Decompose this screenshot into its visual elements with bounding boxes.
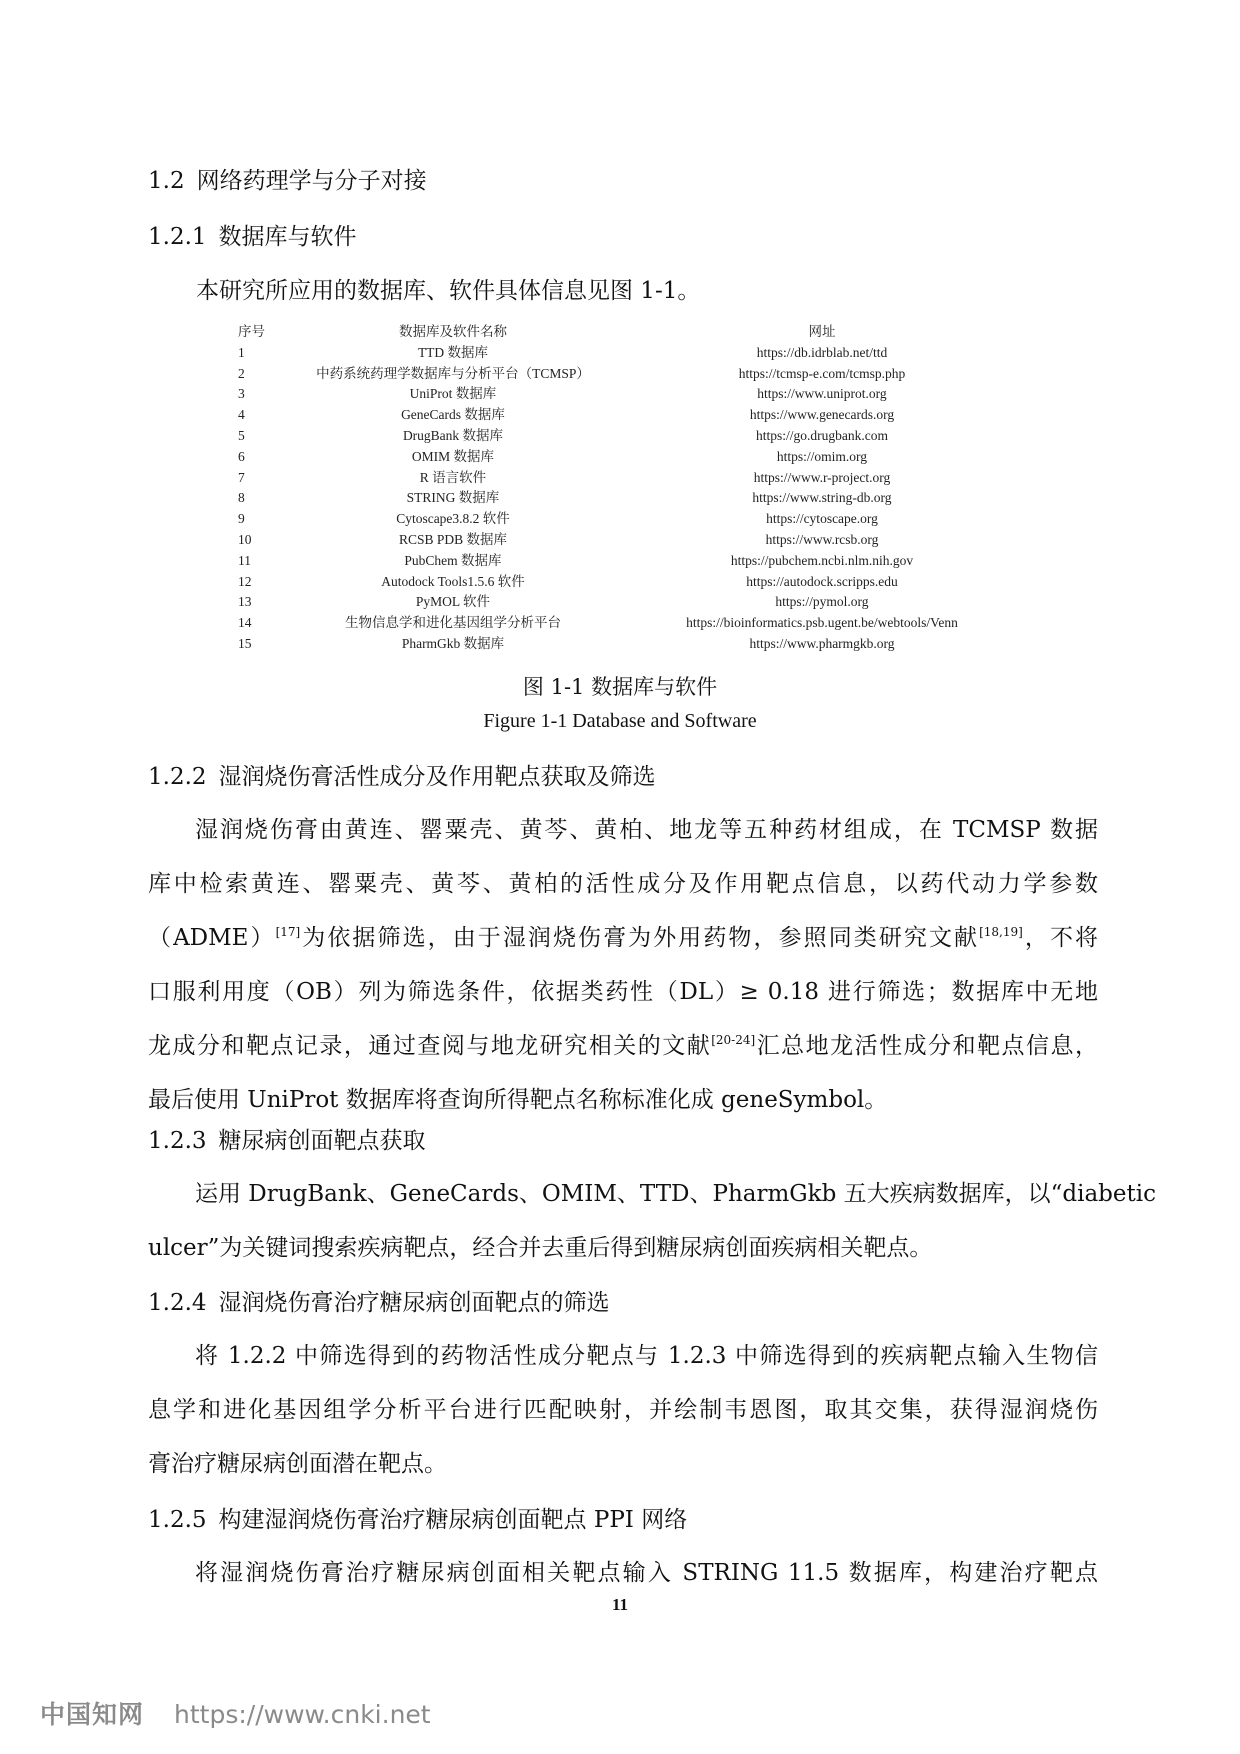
- table-row: [226, 488, 1016, 509]
- subsection-number: 1.2.1: [148, 224, 207, 250]
- row-index: 15: [238, 635, 252, 651]
- table-row: [226, 551, 1016, 572]
- row-index: 8: [238, 490, 245, 506]
- paragraph-1-2-2: [148, 803, 1098, 1127]
- paragraph-line: [148, 1019, 1098, 1073]
- row-name: 生物信息学和进化基因组学分析平台: [345, 615, 561, 631]
- row-name: OMIM 数据库: [411, 448, 495, 464]
- intro-paragraph: 本研究所应用的数据库、软件具体信息见图 1-1。: [196, 278, 701, 304]
- row-name: RCSB PDB 数据库: [398, 531, 508, 547]
- row-name: Cytoscape3.8.2 软件: [396, 511, 510, 527]
- table-row: [226, 634, 1016, 655]
- table-row: [226, 613, 1016, 634]
- row-index: 12: [238, 573, 252, 589]
- subsection-title: 构建湿润烧伤膏治疗糖尿病创面靶点 PPI 网络: [218, 1507, 688, 1533]
- section-number: 1.2: [148, 168, 185, 194]
- row-name: Autodock Tools1.5.6 软件: [381, 573, 525, 589]
- citation: [17]: [275, 925, 301, 939]
- row-url: https://omim.org: [776, 448, 868, 464]
- subsection-title: 湿润烧伤膏治疗糖尿病创面靶点的筛选: [218, 1290, 610, 1316]
- paragraph-line: [148, 911, 1098, 965]
- subsection-heading-1-2-4: [148, 1288, 610, 1318]
- row-name: PharmGkb 数据库: [401, 635, 505, 651]
- table-header-row: [226, 322, 1016, 343]
- cnki-brand: 中国知网: [40, 1700, 145, 1729]
- row-name: TTD 数据库: [417, 344, 489, 360]
- header-url: 网址: [808, 324, 836, 339]
- paragraph-line: 口服利用度（OB）列为筛选条件，依据类药性（DL）≥ 0.18 进行筛选；数据库中无地: [148, 979, 1098, 1005]
- figure-1-1-table: [226, 322, 1016, 655]
- header-name: 数据库及软件名称: [399, 324, 507, 339]
- row-name: UniProt 数据库: [409, 386, 497, 402]
- header-index: 序号: [238, 324, 265, 339]
- text-span: ，不将: [1022, 925, 1099, 951]
- row-name: R 语言软件: [419, 469, 487, 485]
- subsection-number: 1.2.5: [148, 1507, 207, 1533]
- paragraph-line: 膏治疗糖尿病创面潜在靶点。: [148, 1451, 447, 1477]
- row-url: https://bioinformatics.psb.ugent.be/webtools/Venn: [686, 615, 958, 631]
- paragraph-line: 运用 DrugBank、GeneCards、OMIM、TTD、PharmGkb 五大疾病数据库，以“diabetic: [195, 1181, 1156, 1207]
- row-index: 1: [238, 344, 245, 360]
- row-url: https://www.uniprot.org: [757, 386, 887, 402]
- row-url: https://www.rcsb.org: [765, 531, 879, 547]
- paragraph-1-2-4: [148, 1329, 1098, 1491]
- subsection-number: 1.2.4: [148, 1290, 207, 1316]
- section-title: 网络药理学与分子对接: [196, 168, 427, 194]
- paragraph-line: 息学和进化基因组学分析平台进行匹配映射，并绘制韦恩图，取其交集，获得湿润烧伤: [148, 1397, 1098, 1423]
- subsection-heading-1-2-2: [148, 762, 656, 792]
- row-index: 2: [238, 365, 245, 381]
- subsection-title: 数据库与软件: [218, 224, 357, 250]
- row-name: GeneCards 数据库: [401, 407, 505, 423]
- subsection-title: 湿润烧伤膏活性成分及作用靶点获取及筛选: [218, 764, 656, 790]
- figure-caption-cn: 图 1-1 数据库与软件: [522, 675, 718, 699]
- row-index: 7: [238, 469, 245, 485]
- row-url: https://pubchem.ncbi.nlm.nih.gov: [730, 552, 914, 568]
- row-url: https://www.string-db.org: [752, 490, 892, 506]
- paragraph-line: 将湿润烧伤膏治疗糖尿病创面相关靶点输入 STRING 11.5 数据库，构建治疗靶点: [195, 1560, 1098, 1586]
- row-index: 6: [238, 448, 245, 464]
- subsection-heading-1-2-5: [148, 1505, 687, 1535]
- row-url: https://go.drugbank.com: [756, 427, 888, 443]
- table-row: [226, 405, 1016, 426]
- footer-watermark: [40, 1695, 431, 1731]
- row-index: 11: [238, 552, 251, 568]
- text-span: （ADME）: [148, 925, 276, 951]
- row-url: https://autodock.scripps.edu: [746, 573, 898, 589]
- row-index: 14: [238, 615, 252, 631]
- table-row: [226, 364, 1016, 385]
- paragraph-1-2-5: [148, 1546, 1098, 1600]
- table-row: [226, 384, 1016, 405]
- page-number: 11: [611, 1595, 629, 1614]
- citation: [18,19]: [979, 925, 1023, 939]
- row-index: 13: [238, 594, 252, 610]
- row-index: 3: [238, 386, 245, 402]
- citation: [20-24]: [711, 1033, 756, 1047]
- table-row: [226, 530, 1016, 551]
- paragraph-line: 湿润烧伤膏由黄连、罂粟壳、黄芩、黄柏、地龙等五种药材组成，在 TCMSP 数据: [195, 817, 1098, 843]
- subsection-heading-1-2-3: [148, 1126, 426, 1156]
- row-url: https://cytoscape.org: [766, 511, 878, 527]
- subsection-title: 糖尿病创面靶点获取: [218, 1128, 426, 1154]
- table-row: [226, 447, 1016, 468]
- paragraph-line: 库中检索黄连、罂粟壳、黄芩、黄柏的活性成分及作用靶点信息，以药代动力学参数: [148, 871, 1098, 897]
- table-row: [226, 509, 1016, 530]
- table-row: [226, 426, 1016, 447]
- text-span: 为依据筛选，由于湿润烧伤膏为外用药物，参照同类研究文献: [300, 925, 980, 951]
- row-index: 10: [238, 531, 252, 547]
- section-heading: [148, 166, 427, 196]
- table-row: [226, 572, 1016, 593]
- row-index: 9: [238, 511, 245, 527]
- row-name: DrugBank 数据库: [402, 427, 504, 443]
- text-span: 汇总地龙活性成分和靶点信息，: [755, 1033, 1099, 1059]
- row-index: 4: [238, 407, 245, 423]
- row-name: STRING 数据库: [406, 490, 500, 506]
- subsection-number: 1.2.3: [148, 1128, 207, 1154]
- row-name: 中药系统药理学数据库与分析平台（TCMSP）: [316, 365, 590, 381]
- row-index: 5: [238, 427, 245, 443]
- subsection-number: 1.2.2: [148, 764, 207, 790]
- table-row: [226, 468, 1016, 489]
- cnki-url[interactable]: https://www.cnki.net: [174, 1700, 431, 1729]
- paragraph-1-2-3: [148, 1167, 1156, 1275]
- row-url: https://pymol.org: [775, 594, 869, 610]
- row-url: https://db.idrblab.net/ttd: [756, 344, 888, 360]
- row-url: https://www.genecards.org: [749, 407, 895, 423]
- paragraph-line: 最后使用 UniProt 数据库将查询所得靶点名称标准化成 geneSymbol。: [148, 1087, 888, 1113]
- row-url: https://www.pharmgkb.org: [749, 635, 895, 651]
- row-name: PubChem 数据库: [404, 552, 502, 568]
- subsection-heading-1-2-1: [148, 222, 357, 252]
- paragraph-line: 将 1.2.2 中筛选得到的药物活性成分靶点与 1.2.3 中筛选得到的疾病靶点输入生物信: [195, 1343, 1098, 1369]
- paragraph-line: ulcer”为关键词搜索疾病靶点，经合并去重后得到糖尿病创面疾病相关靶点。: [148, 1235, 933, 1261]
- row-url: https://www.r-project.org: [753, 469, 891, 485]
- figure-caption-en: Figure 1-1 Database and Software: [483, 710, 757, 732]
- row-url: https://tcmsp-e.com/tcmsp.php: [738, 365, 906, 381]
- table-row: [226, 592, 1016, 613]
- text-span: 龙成分和靶点记录，通过查阅与地龙研究相关的文献: [148, 1033, 712, 1059]
- table-row: [226, 343, 1016, 364]
- row-name: PyMOL 软件: [415, 594, 491, 610]
